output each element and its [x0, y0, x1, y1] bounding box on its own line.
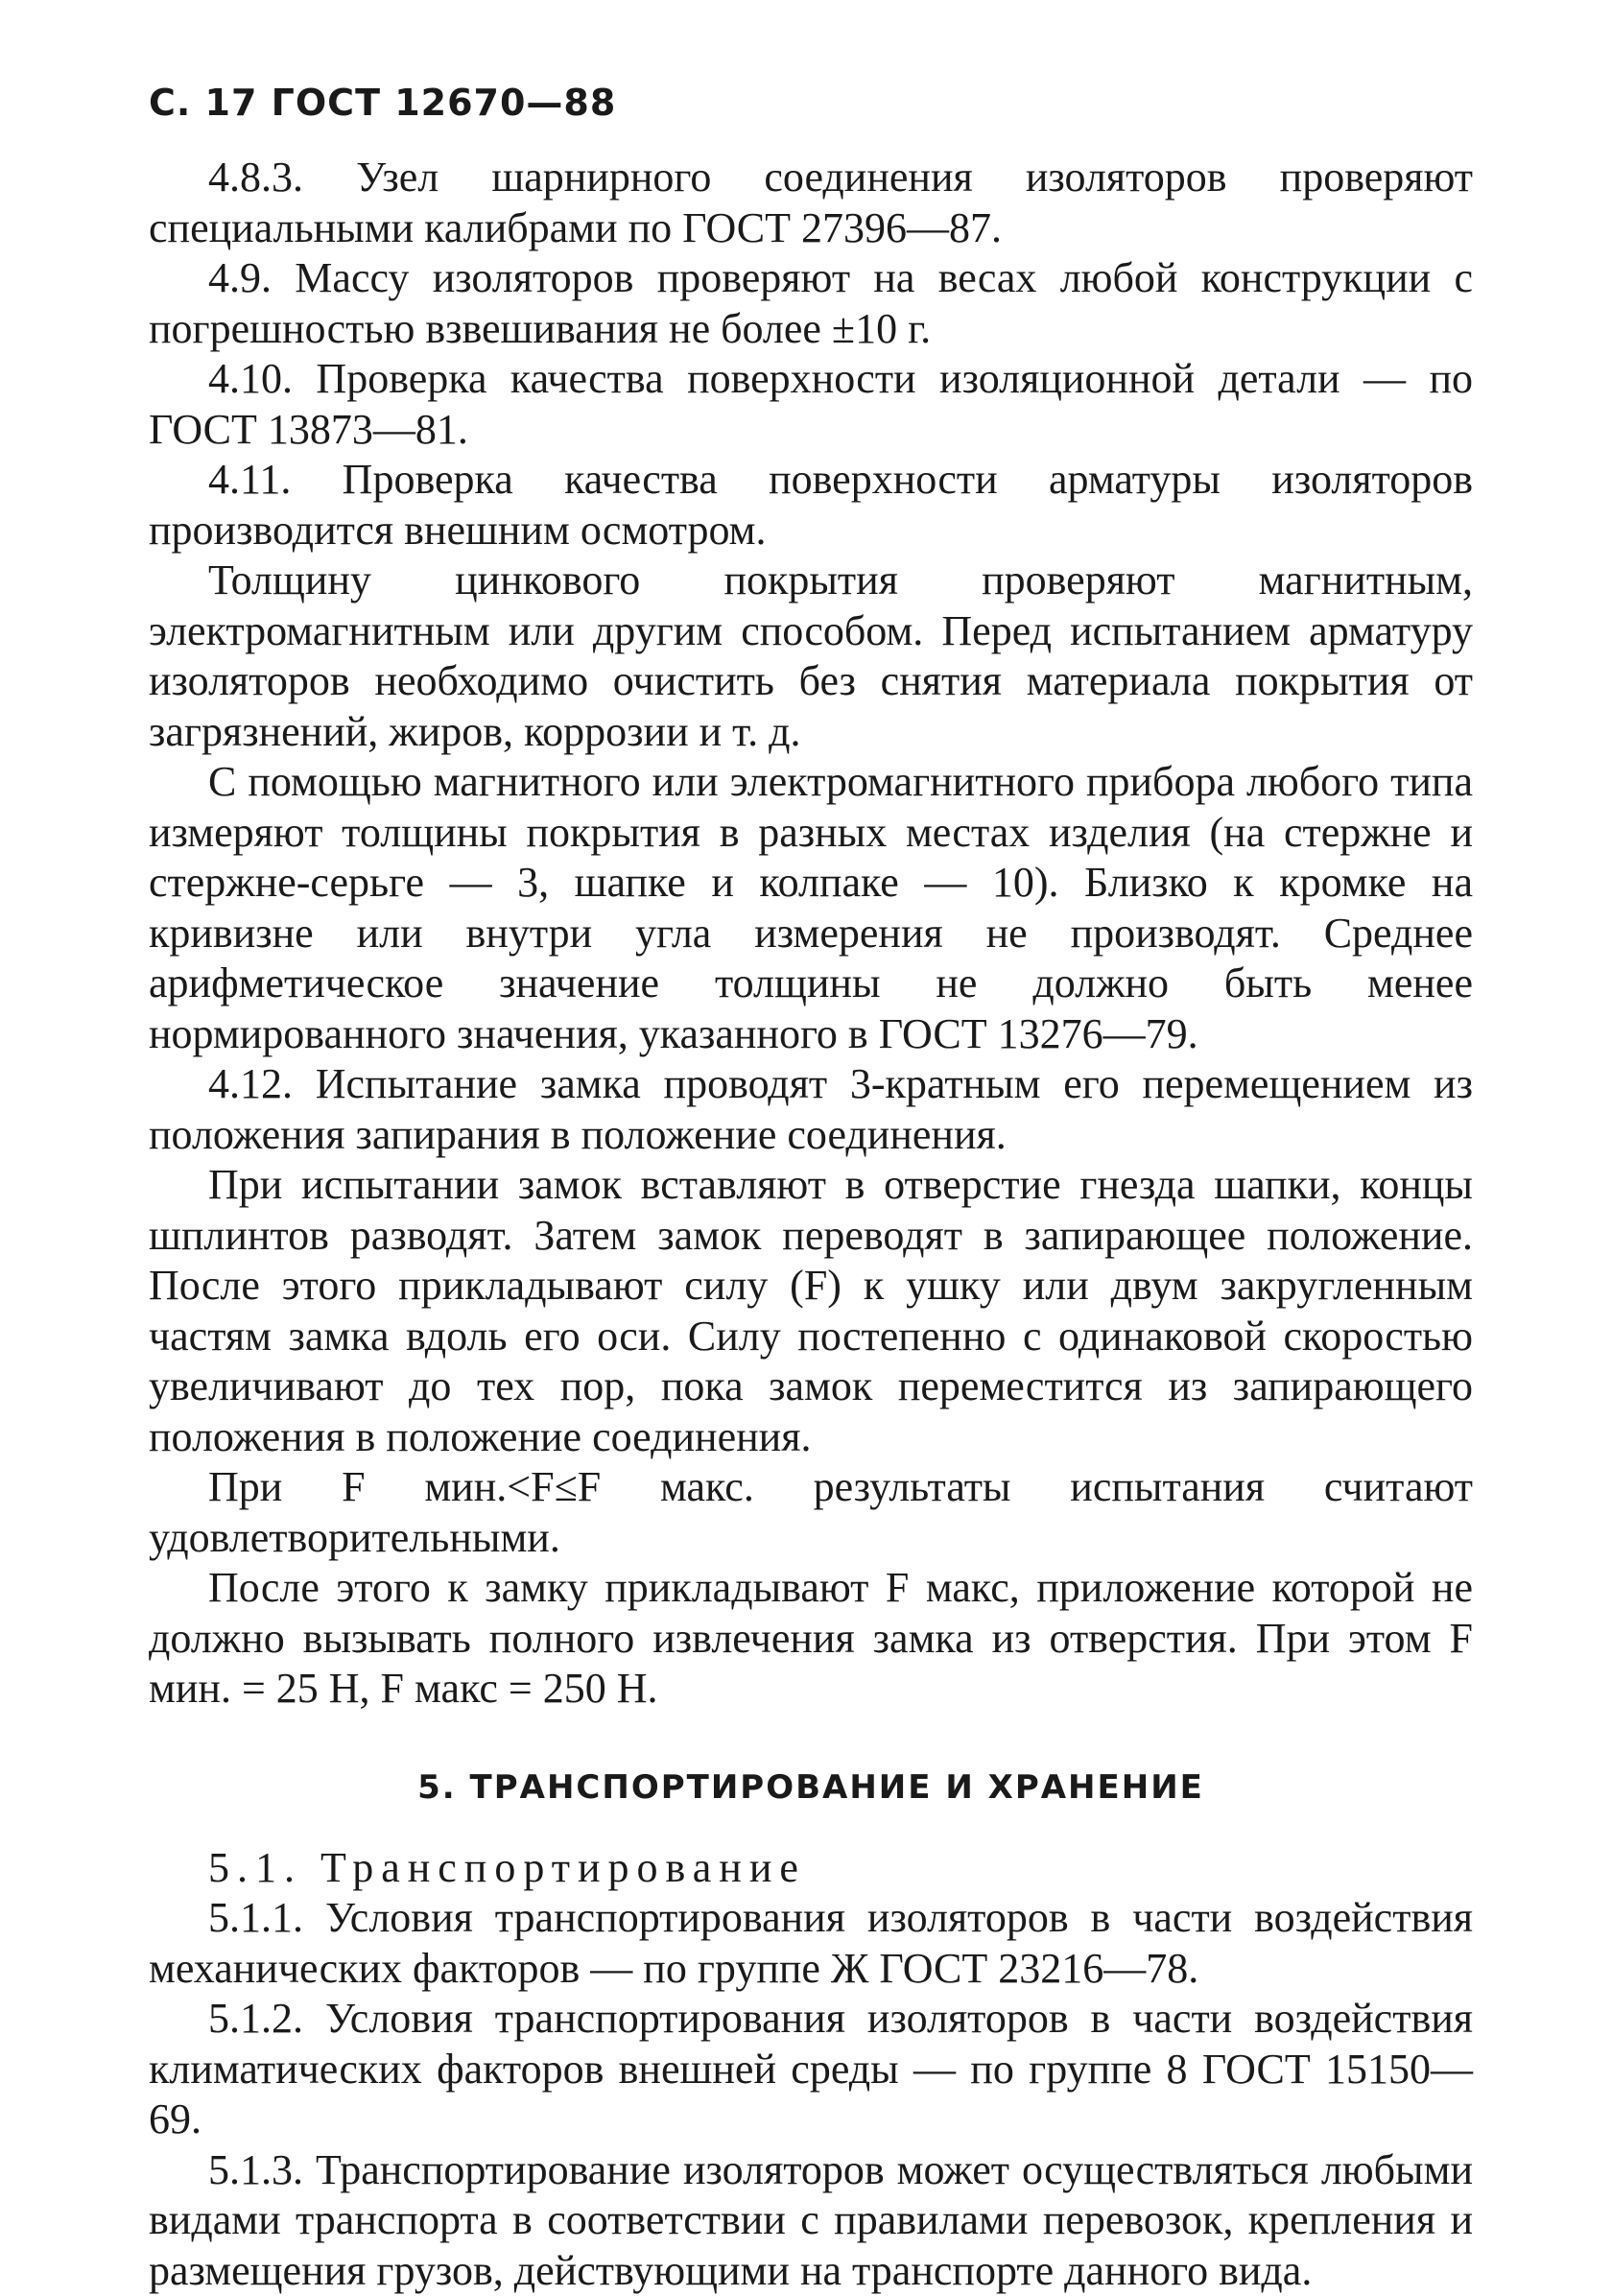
section-4-text [149, 153, 1473, 1715]
paragraph-5-1-2: 5.1.2. Условия транспортирования изоляторов в части воздействия климатических факторов внешней среды — по группе 8 ГОСТ 15150—69. [149, 1994, 1473, 2145]
subsection-5-1-title: 5.1. Транспортирование [149, 1843, 1473, 1894]
paragraph-5-1-3: 5.1.3. Транспортирование изоляторов может осуществляться любыми видами транспорта в соответствии с правилами перевозок, крепления и размещения грузов, действующими на транспорте данного вида. [149, 2145, 1473, 2296]
paragraph-test-result: При F мин.<F≤F макс. результаты испытания считают удовлетворительными. [149, 1462, 1473, 1563]
page-header: С. 17 ГОСТ 12670—88 [149, 82, 1473, 124]
paragraph-5-1-1: 5.1.1. Условия транспортирования изоляторов в части воздействия механических факторов — по группе Ж ГОСТ 23216—78. [149, 1893, 1473, 1994]
paragraph-lock-test: При испытании замок вставляют в отверстие гнезда шапки, концы шплинтов разводят. Затем замок переводят в запирающее положение. После этого прикладывают силу (F) к ушку или двум закругленным частям замка вдоль его оси. Силу постепенно с одинаковой скоростью увеличивают до тех пор, пока замок переместится из запирающего положения в положение соединения. [149, 1160, 1473, 1462]
paragraph-4-10: 4.10. Проверка качества поверхности изоляционной детали — по ГОСТ 13873—81. [149, 354, 1473, 455]
paragraph-4-12: 4.12. Испытание замка проводят 3-кратным его перемещением из положения запирания в положение соединения. [149, 1059, 1473, 1160]
document-page [149, 82, 1473, 2296]
paragraph-4-11: 4.11. Проверка качества поверхности арматуры изоляторов производится внешним осмотром. [149, 455, 1473, 556]
section-5-title: 5. ТРАНСПОРТИРОВАНИЕ И ХРАНЕНИЕ [149, 1768, 1473, 1807]
paragraph-fmax: После этого к замку прикладывают F макс, приложение которой не должно вызывать полного извлечения замка из отверстия. При этом F мин. = 25 Н, F макс = 250 Н. [149, 1563, 1473, 1715]
section-5-text [149, 1843, 1473, 2296]
paragraph-4-9: 4.9. Массу изоляторов проверяют на весах любой конструкции с погрешностью взвешивания не более ±10 г. [149, 253, 1473, 354]
paragraph-zinc-thickness: Толщину цинкового покрытия проверяют магнитным, электромагнитным или другим способом. Перед испытанием арматуру изоляторов необходимо очистить без снятия материала покрытия от загрязнений, жиров, коррозии и т. д. [149, 556, 1473, 757]
paragraph-measurement: С помощью магнитного или электромагнитного прибора любого типа измеряют толщины покрытия в разных местах изделия (на стержне и стержне-серьге — 3, шапке и колпаке — 10). Близко к кромке на кривизне или внутри угла измерения не производят. Среднее арифметическое значение толщины не должно быть менее нормированного значения, указанного в ГОСТ 13276—79. [149, 757, 1473, 1059]
paragraph-4-8-3: 4.8.3. Узел шарнирного соединения изоляторов проверяют специальными калибрами по ГОСТ 27396—87. [149, 153, 1473, 253]
